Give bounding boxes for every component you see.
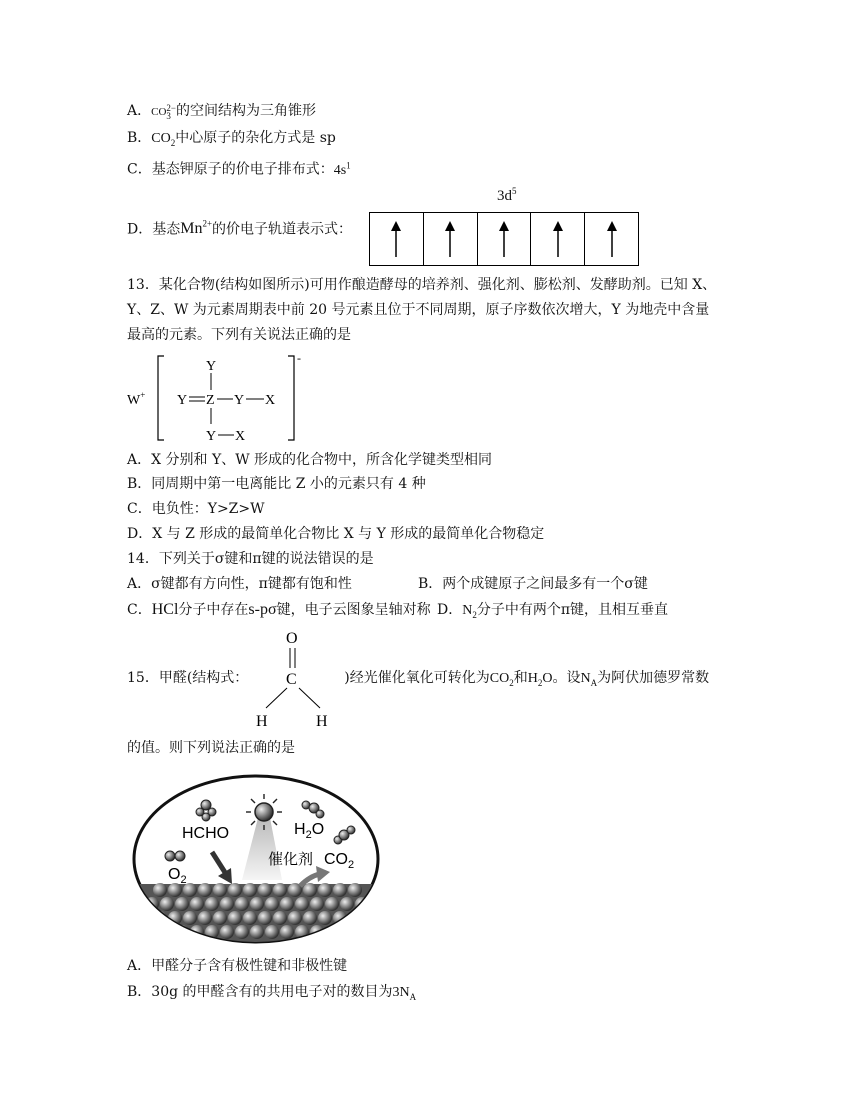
q14-option-b: B．两个成键原子之间最多有一个σ键 [418, 576, 648, 592]
q15-stem-line1: 15．甲醛(结构式： )经光催化氧化可转化为$CO_2$和$H_2O$。设$N_A$为阿伏加德罗常数 [127, 670, 710, 688]
q15-stem-line2: 的值。则下列说法正确的是 [127, 740, 295, 756]
up-arrow-icon [444, 221, 456, 257]
up-arrow-icon [552, 221, 564, 257]
orbital-cell [531, 213, 585, 265]
q14-option-d: D．$N_2$分子中有两个π键，且相互垂直 [437, 602, 669, 620]
q14-stem: 14．下列关于σ键和π键的说法错误的是 [127, 551, 374, 567]
up-arrow-icon [498, 221, 510, 257]
orbital-cell [370, 213, 424, 265]
q12-option-c: C．基态钾原子的价电子排布式：$4s^1$ [127, 160, 351, 178]
hcho-label: HCHO [182, 825, 230, 842]
q12-option-a: A．CO 2− 3 的空间结构为三角锥形 [127, 103, 316, 122]
q13-stem-line3: 最高的元素。下列有关说法正确的是 [127, 327, 351, 343]
q14-option-a: A．σ键都有方向性，π键都有饱和性 [127, 576, 352, 592]
atom-x-bottom: X [235, 429, 246, 444]
q15-option-b: B．30g 的甲醛含有的共用电子对的数目为$3N_A$ [127, 984, 417, 1002]
atom-y-top: Y [206, 359, 217, 374]
o2-label: $O_2$ [168, 866, 187, 886]
q13-option-c: C．电负性：Y>Z>W [127, 501, 265, 517]
q13-stem-line2: Y、Z、W 为元素周期表中前 20 号元素且位于不同周期，原子序数依次增大，Y 为地壳中含量 [127, 302, 710, 318]
q13-option-b: B．同周期中第一电离能比 Z 小的元素只有 4 种 [127, 476, 426, 492]
q13-option-a: A．X 分别和 Y、W 形成的化合物中，所含化学键类型相同 [127, 452, 493, 468]
atom-y-left: Y [177, 393, 188, 408]
photocatalysis-figure [130, 772, 382, 946]
formaldehyde-structure [250, 626, 340, 730]
h2o-label: $H_2O$ [294, 821, 325, 841]
orbital-label: $3d^5$ [497, 186, 517, 204]
atom-x-right: X [265, 393, 276, 408]
atom-h-right: H [316, 713, 328, 730]
co2-label: $CO_2$ [324, 851, 355, 871]
q13-option-d: D．X 与 Z 形成的最简单化合物比 X 与 Y 形成的最简单化合物稳定 [127, 526, 545, 542]
atom-c: C [286, 671, 297, 688]
up-arrow-icon [390, 221, 402, 257]
structure-cation: W+ [127, 390, 146, 408]
orbital-cell [478, 213, 532, 265]
q12-option-d: D．基态$Mn^{2+}$的价电子轨道表示式： [127, 219, 353, 238]
orbital-diagram [369, 212, 639, 266]
up-arrow-icon [606, 221, 618, 257]
structure-charge: - [297, 352, 301, 365]
atom-z-center: Z [206, 393, 215, 408]
orbital-cell [585, 213, 638, 265]
orbital-cell [424, 213, 478, 265]
q14-option-c: C．HCl分子中存在s-pσ键，电子云图象呈轴对称 [127, 601, 431, 618]
q15-option-a: A．甲醛分子含有极性键和非极性键 [127, 958, 348, 974]
atom-o: O [286, 630, 298, 647]
q13-structure-diagram [122, 352, 312, 446]
atom-y-bottom: Y [206, 429, 217, 444]
atom-y-right: Y [234, 393, 245, 408]
atom-h-left: H [256, 713, 268, 730]
catalyst-label: 催化剂 [268, 850, 314, 868]
q12-option-b: B．$CO_2$中心原子的杂化方式是 sp [127, 130, 336, 148]
q13-stem-line1: 13．某化合物(结构如图所示)可用作酿造酵母的培养剂、强化剂、膨松剂、发酵助剂。已知 X、 [127, 277, 717, 293]
